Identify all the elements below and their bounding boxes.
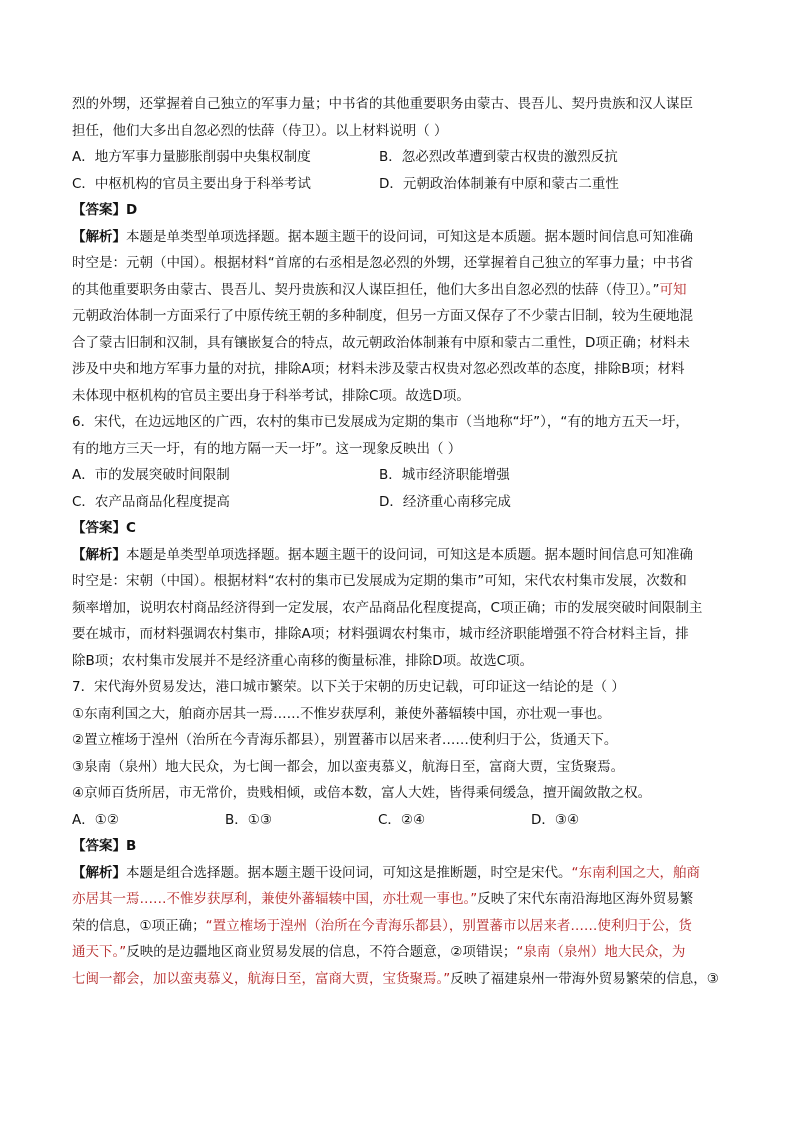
q6-options-row-1: [72, 462, 724, 489]
q7-item-4: ④京师百货所居，市无常价，贵贱相倾，或倍本数，富人大姓，皆得乘伺缓急，擅开阖敛散之权。: [72, 785, 652, 801]
analysis-highlight: 亦居其一焉……不惟岁获厚利，兼使外蕃辐辏中国，亦壮观一事也。”: [72, 891, 478, 907]
answer-value: B: [126, 838, 137, 854]
q5-answer: [72, 197, 724, 224]
analysis-text: 反映了福建泉州一带海外贸易繁荣的信息，③: [450, 970, 719, 987]
q6-option-d: D．经济重心南移完成: [379, 493, 511, 510]
q6-analysis-line-3: 频率增加，说明农村商品经济得到一定发展，农产品商品化程度提高，C项正确；市的发展突破时间限制主: [72, 599, 703, 616]
q6-answer: [72, 515, 724, 542]
q7-option-d: D．③④: [531, 811, 580, 828]
q5-option-a: A．地方军事力量膨胀削弱中央集权制度: [72, 149, 311, 165]
q5-option-b: B．忽必烈改革遭到蒙古权贵的激烈反抗: [379, 149, 618, 165]
q6-analysis-line-2: 时空是：宋朝（中国）。根据材料“农村的集市已发展成为定期的集市”可知，宋代农村集市发展，次数和: [72, 573, 687, 589]
analysis-text: 荣的信息，①项正确；: [72, 917, 206, 934]
q5-analysis-line-6: 涉及中央和地方军事力量的对抗，排除A项；材料未涉及蒙古权贵对忽必烈改革的态度，排除B项；材料: [72, 361, 685, 377]
analysis-tag: 【解析】: [72, 864, 126, 881]
analysis-highlight: 可知: [659, 281, 687, 298]
analysis-highlight: “泉南（泉州）地大民众，为: [516, 944, 686, 960]
q6-option-a: A．市的发展突破时间限制: [72, 467, 230, 483]
q5-analysis-line-2: 时空是：元朝（中国）。根据材料“首席的右丞相是忽必烈的外甥，还掌握着自己独立的军事力量；中书省: [72, 255, 694, 271]
q6-analysis-line-4: 要在城市，而材料强调农村集市，排除A项；材料强调农村集市，城市经济职能增强不符合材料主旨，排: [72, 626, 689, 642]
analysis-text: 反映的是边疆地区商业贸易发展的信息，不符合题意，②项错误；: [126, 944, 517, 960]
analysis-text: 本题是单类型单项选择题。据本题主题干的设问词，可知这是本质题。据本题时间信息可知准确: [126, 228, 693, 245]
q7-item-3: ③泉南（泉州）地大民众，为七闽一都会，加以蛮夷慕义，航海日至，富商大贾，宝货聚焉。: [72, 758, 625, 775]
q7-option-b: B．①③: [225, 811, 272, 828]
analysis-tag: 【解析】: [72, 546, 126, 563]
analysis-highlight: “置立榷场于湟州（治所在今青海乐都县），别置蕃市以居来者……使利归于公，货: [205, 917, 692, 934]
analysis-tag: 【解析】: [72, 228, 126, 245]
q7-analysis-line-1: [72, 860, 724, 887]
q7-item-2: ②置立榷场于湟州（治所在今青海乐都县），别置蕃市以居来者……使利归于公，货通天下。: [72, 732, 618, 748]
q7-options-row: [72, 807, 724, 834]
analysis-highlight: 通天下。”: [72, 944, 127, 960]
q7-analysis-line-2: [72, 886, 724, 913]
q7-analysis-line-3: [72, 913, 724, 940]
q7-answer: [72, 833, 724, 860]
q6-analysis-line-5: 除B项；农村集市发展并不是经济重心南移的衡量标准，排除D项。故选C项。: [72, 652, 534, 669]
answer-value: C: [126, 520, 136, 536]
q5-analysis-line-3: [72, 277, 724, 304]
answer-value: D: [126, 202, 138, 218]
answer-tag: 【答案】: [72, 202, 126, 218]
q7-analysis-line-5: [72, 966, 724, 993]
q5-analysis-line-7: 未体现中枢机构的官员主要出身于科举考试，排除C项。故选D项。: [72, 387, 470, 404]
q6-options-row-2: [72, 489, 724, 516]
analysis-highlight: 七闽一都会，加以蛮夷慕义，航海日至，富商大贾，宝货聚焉。”: [72, 970, 451, 987]
analysis-text: 本题是组合选择题。据本题主题干设问词，可知这是推断题，时空是宋代。: [126, 864, 572, 881]
q5-analysis-line-1: [72, 224, 724, 251]
q5-analysis-line-4: 元朝政治体制一方面采行了中原传统王朝的多种制度，但另一方面又保存了不少蒙古旧制，较为生硬地混: [72, 308, 693, 324]
answer-tag: 【答案】: [72, 838, 126, 854]
q7-option-c: C．②④: [378, 811, 426, 828]
q6-stem-line-1: 6．宋代，在边远地区的广西，农村的集市已发展成为定期的集市（当地称“圩”），“有的地方五天一圩，: [72, 414, 689, 430]
q7-stem: 7．宋代海外贸易发达，港口城市繁荣。以下关于宋朝的历史记载，可印证这一结论的是（ ）: [72, 679, 625, 695]
q7-item-1: ①东南利国之大，舶商亦居其一焉……不惟岁获厚利，兼使外蕃辐辏中国，亦壮观一事也。: [72, 705, 611, 722]
q5-analysis-line-5: 合了蒙古旧制和汉制，具有镶嵌复合的特点，故元朝政治体制兼有中原和蒙古二重性，D项正确；材料未: [72, 334, 690, 351]
q5-option-c: C．中枢机构的官员主要出身于科举考试: [72, 175, 311, 192]
q5-options-row-1: [72, 144, 724, 171]
analysis-text: 本题是单类型单项选择题。据本题主题干的设问词，可知这是本质题。据本题时间信息可知准确: [126, 546, 693, 563]
q6-option-b: B．城市经济职能增强: [379, 467, 510, 483]
analysis-text: 反映了宋代东南沿海地区海外贸易繁: [477, 891, 694, 907]
q6-stem-line-2: 有的地方三天一圩，有的地方隔一天一圩”。这一现象反映出（ ）: [72, 440, 462, 457]
q7-option-a: A．①②: [72, 811, 119, 828]
q5-stem-line-2: 担任，他们大多出自忽必烈的怯薛（侍卫）。以上材料说明（ ）: [72, 122, 448, 139]
analysis-text: 的其他重要职务由蒙古、畏吾儿、契丹贵族和汉人谋臣担任，他们大多出自忽必烈的怯薛（侍卫）。”: [72, 281, 660, 298]
q6-analysis-line-1: [72, 542, 724, 569]
q5-stem-line-1: 烈的外甥，还掌握着自己独立的军事力量；中书省的其他重要职务由蒙古、畏吾儿、契丹贵族和汉人谋臣: [72, 96, 693, 112]
analysis-highlight: “东南利国之大，舶商: [571, 864, 700, 881]
document-page: [72, 91, 724, 992]
q5-option-d: D．元朝政治体制兼有中原和蒙古二重性: [379, 175, 619, 192]
q6-option-c: C．农产品商品化程度提高: [72, 493, 230, 510]
answer-tag: 【答案】: [72, 520, 126, 536]
q5-options-row-2: [72, 171, 724, 198]
q7-analysis-line-4: [72, 939, 724, 966]
